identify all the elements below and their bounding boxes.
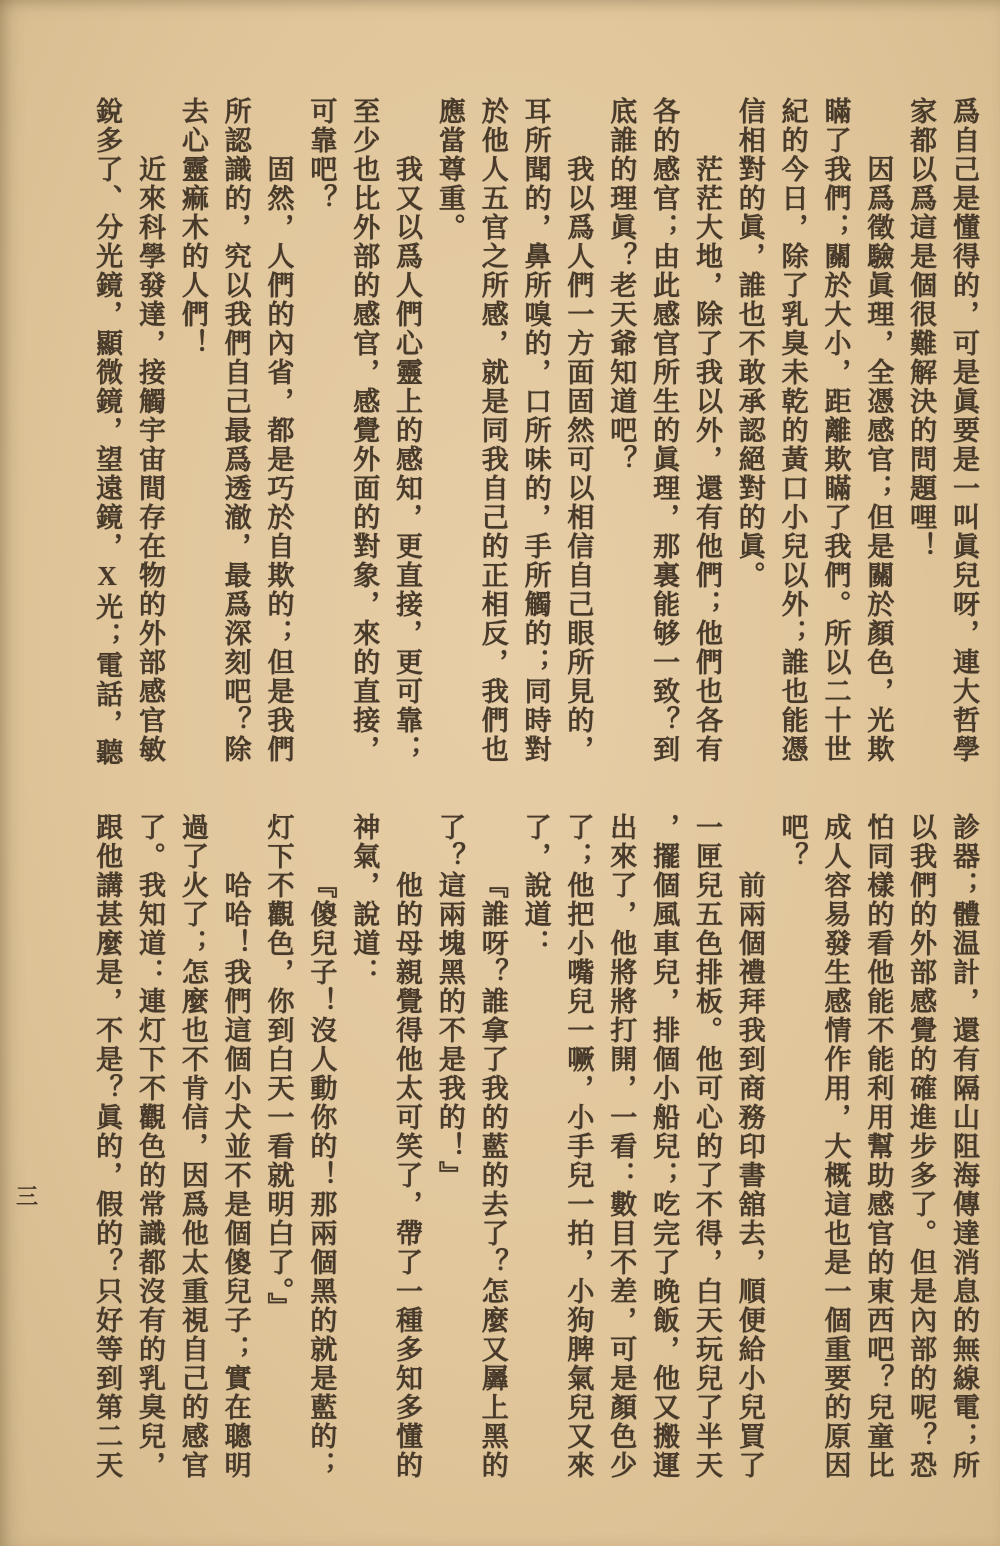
text-column: 『誰呀？誰拿了我的藍的去了？怎麼又羼上黑的 (477, 871, 508, 1480)
text-column: 了，說道： (520, 813, 551, 958)
text-column: 前兩個禮拜我到商務印書舘去，順便給小兒買了 (734, 871, 765, 1480)
text-column: 底誰的理眞？老天爺知道吧？ (606, 97, 637, 474)
text-column: 耳所聞的，鼻所嗅的，口所味的，手所觸的；同時對 (520, 97, 551, 764)
text-column: 『傻兒子！沒人動你的！那兩個黑的就是藍的； (306, 871, 337, 1480)
text-column: 了。我知道：連灯下不觀色的常識都沒有的乳臭兒， (134, 813, 165, 1480)
text-column: 可靠吧？ (306, 97, 337, 213)
text-column: 他的母親覺得他太可笑了，帶了一種多知多懂的 (392, 871, 423, 1480)
text-column: 因爲徵驗眞理，全憑感官；但是關於顏色，光欺 (863, 155, 894, 764)
text-column: 出來了，他將將打開，一看：數目不差，可是顏色少 (606, 813, 637, 1480)
text-column: 各的感官；由此感官所生的眞理，那裏能够一致？到 (649, 97, 680, 764)
text-column: 以我們的外部感覺的確進步多了。但是內部的呢？恐 (906, 813, 937, 1480)
text-column: 神氣，說道： (349, 813, 380, 987)
text-block-lower (85, 813, 985, 1489)
text-column: 過了火了；怎麼也不肯信，因爲他太重視自己的感官 (177, 813, 208, 1480)
text-column: 跟他講甚麼是，不是？眞的，假的？只好等到第二天 (92, 813, 123, 1480)
text-column: 怕同樣的看他能不能利用幫助感官的東西吧？兒童比 (863, 813, 894, 1480)
text-column: 瞞了我們；關於大小，距離欺瞞了我們。所以二十世 (820, 97, 851, 764)
text-column: 了；他把小嘴兒一噘，小手兒一拍，小狗脾氣兒又來 (563, 813, 594, 1480)
text-column: 灯下不觀色，你到白天一看就明白了。』 (263, 813, 294, 1322)
text-column: 近來科學發達，接觸宇宙間存在物的外部感官敏 (134, 155, 165, 764)
text-column: 一匣兒五色排板。他可心的了不得，白天玩兒了半天 (691, 813, 722, 1480)
text-block-upper (85, 97, 985, 773)
text-column: 家都以爲這是個很難解決的問題哩！ (906, 97, 937, 561)
text-column: 應當尊重。 (434, 97, 465, 242)
text-column: 至少也比外部的感官，感覺外面的對象，來的直接， (349, 97, 380, 764)
text-column: 我以爲人們一方面固然可以相信自己眼所見的， (563, 155, 594, 764)
text-column: 銳多了、分光鏡，顯微鏡，望遠鏡，X光；電話，聽 (92, 97, 123, 767)
text-column: 了？這兩塊黑的不是我的！』 (434, 813, 465, 1190)
page-number: 三 (16, 1184, 39, 1209)
text-column: 去心靈痲木的人們！ (177, 97, 208, 358)
text-column: 信相對的眞，誰也不敢承認絕對的眞。 (734, 97, 765, 590)
text-column: 固然，人們的內省，都是巧於自欺的；但是我們 (263, 155, 294, 764)
text-column: ，擺個風車兒，排個小船兒；吃完了晚飯，他又搬運 (649, 813, 680, 1480)
text-column: 我又以爲人們心靈上的感知，更直接，更可靠； (392, 155, 423, 764)
text-column: 爲自己是懂得的，可是眞要是一叫眞兒呀，連大哲學 (949, 97, 979, 764)
text-column: 所認識的，究以我們自己最爲透澈，最爲深刻吧？除 (220, 97, 251, 764)
text-column: 茫茫大地，除了我以外，還有他們；他們也各有 (691, 155, 722, 764)
text-column: 哈哈！我們這個小犬並不是個傻兒子；實在聰明 (220, 871, 251, 1480)
text-column: 診器；體温計，還有隔山阻海傳達消息的無線電；所 (949, 813, 979, 1480)
text-column: 紀的今日，除了乳臭未乾的黃口小兒以外；誰也能憑 (777, 97, 808, 764)
text-column: 成人容易發生感情作用，大概這也是一個重要的原因 (820, 813, 851, 1480)
text-column: 吧？ (777, 813, 808, 871)
text-column: 於他人五官之所感，就是同我自己的正相反，我們也 (477, 97, 508, 764)
